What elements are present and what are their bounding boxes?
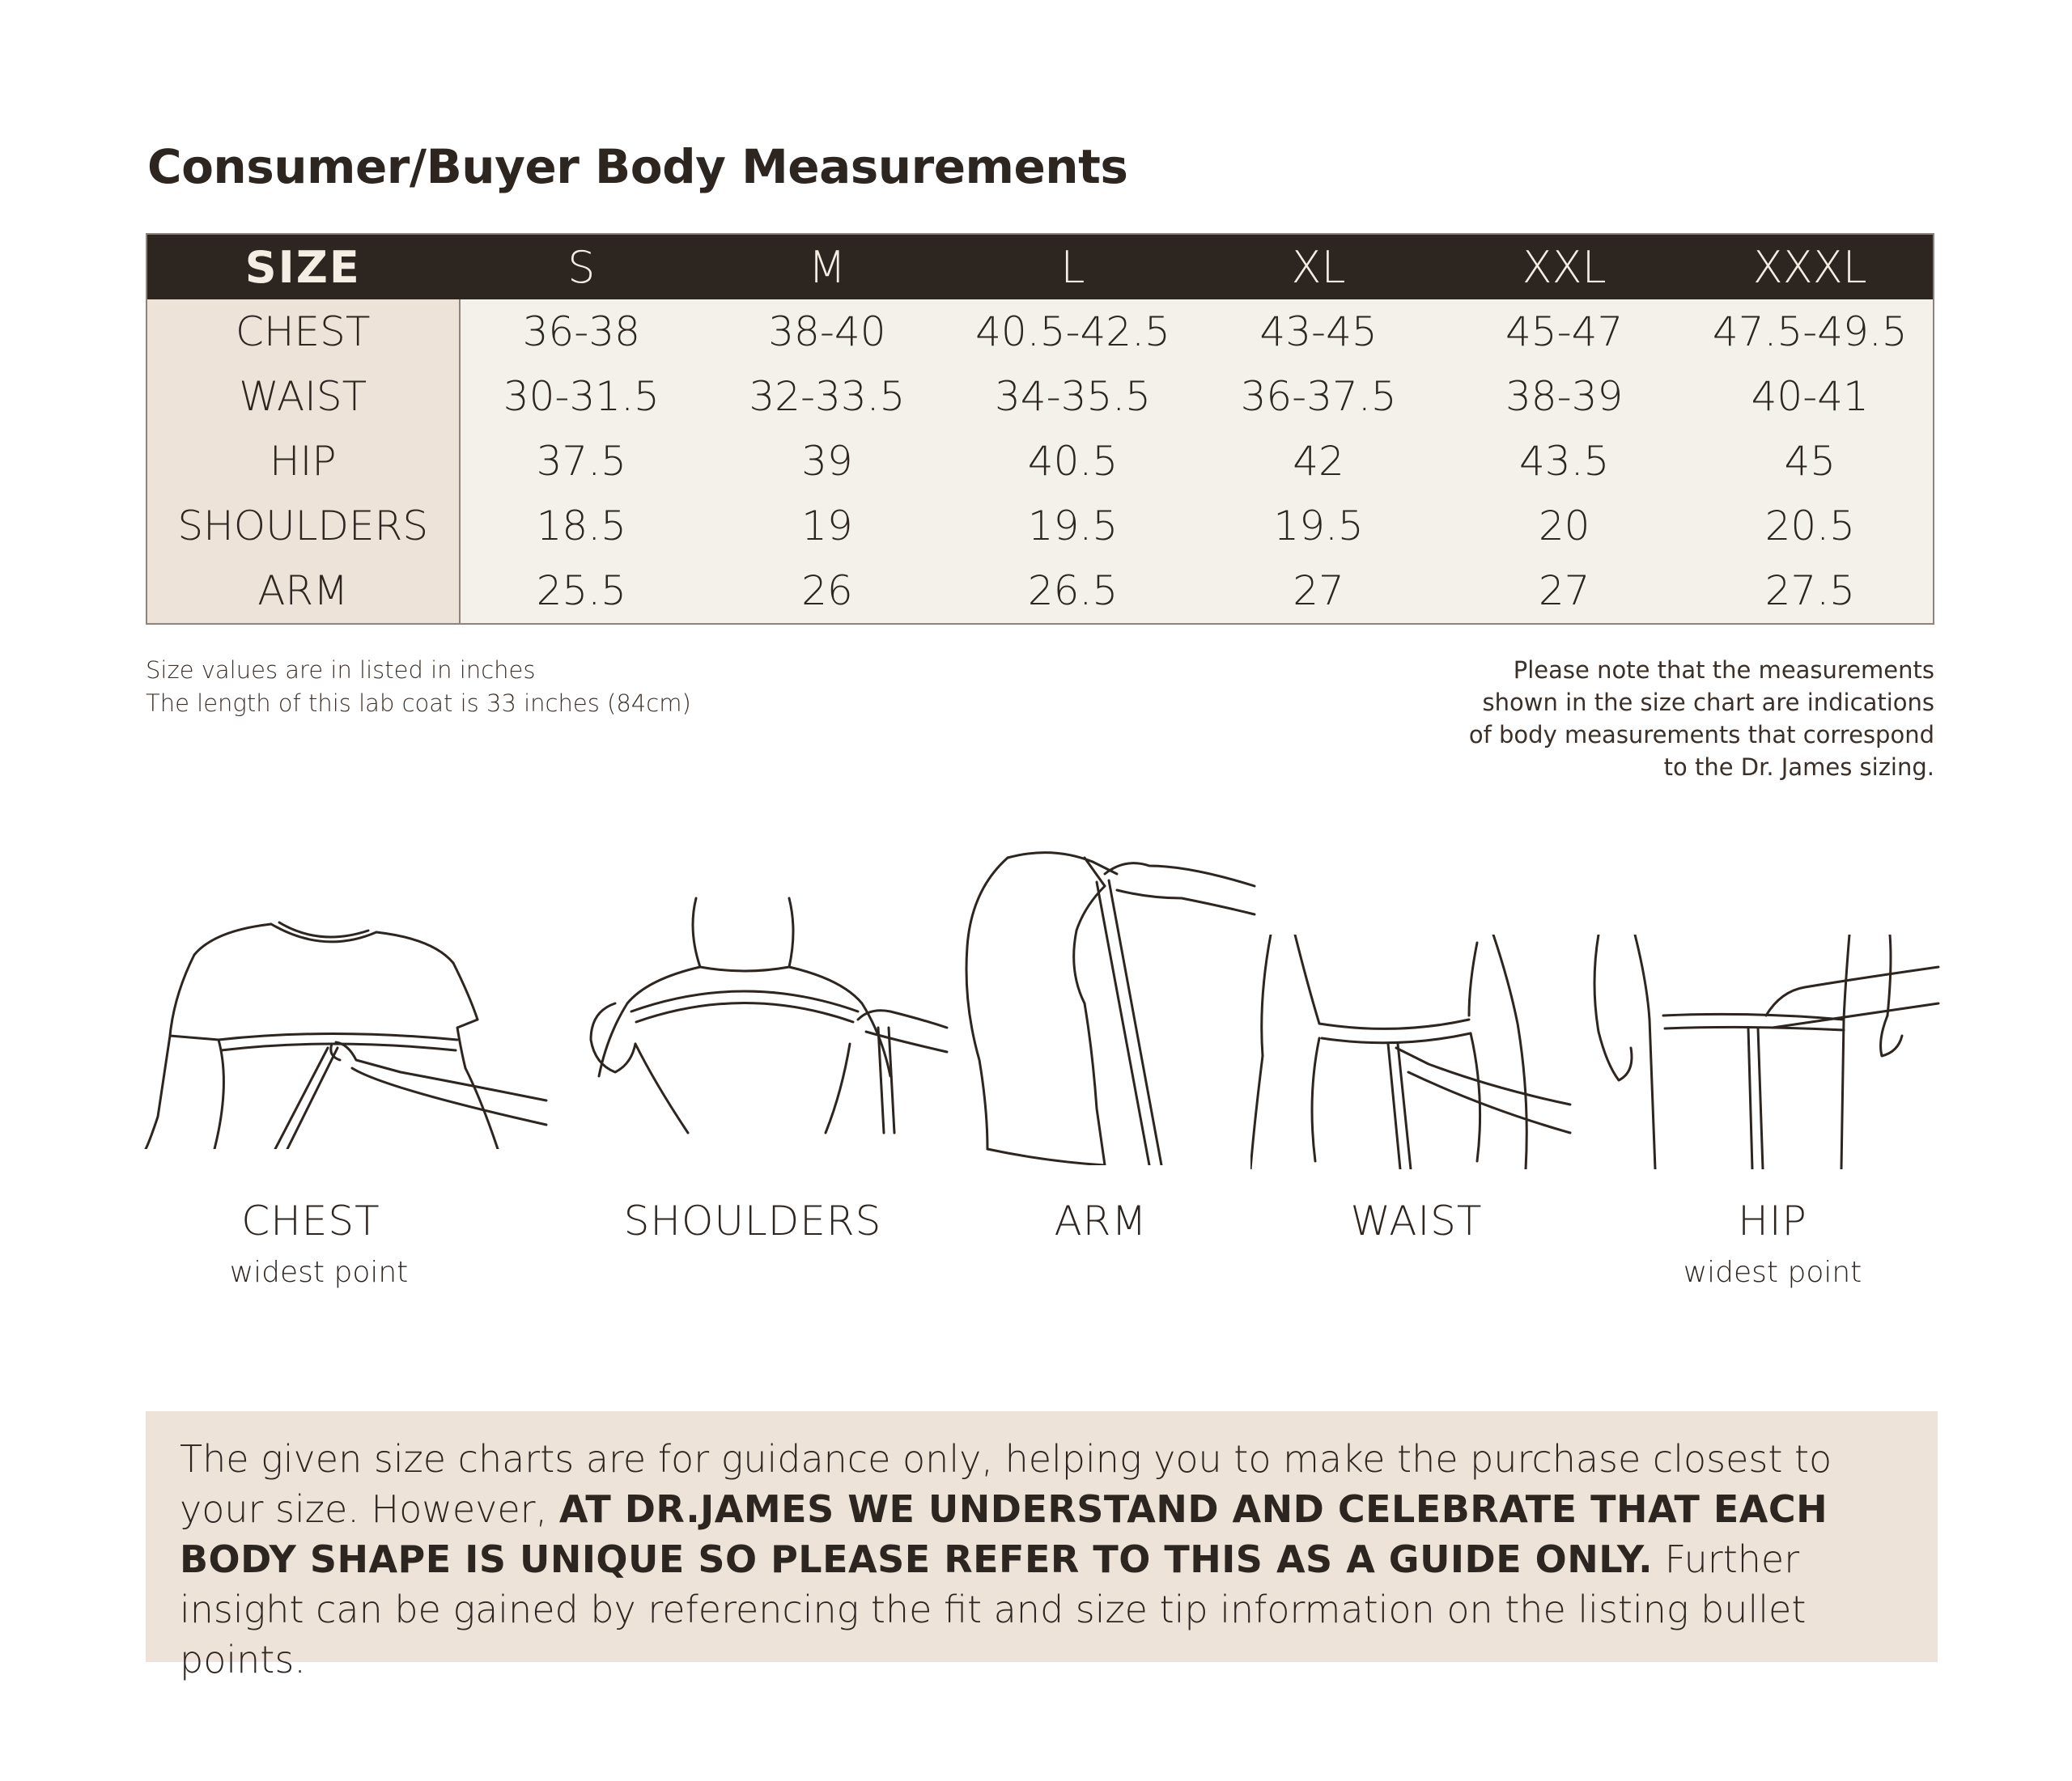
table-cell: 37.5	[536, 438, 626, 485]
table-row-shoulders	[147, 494, 1933, 558]
shoulders-measure-illustration	[583, 890, 955, 1149]
guidance-text	[180, 1434, 1904, 1685]
size-header-xxl: XXL	[1522, 241, 1607, 293]
size-header-m: M	[808, 241, 847, 293]
table-row-chest	[147, 299, 1933, 364]
note-line: Please note that the measurements	[1513, 656, 1934, 684]
table-row-arm	[147, 558, 1933, 623]
subcaption-hip: widest point	[1683, 1256, 1862, 1289]
caption-hip: HIP	[1738, 1198, 1807, 1245]
note-line: of body measurements that correspond	[1468, 721, 1934, 748]
size-chart-table	[146, 233, 1934, 625]
table-cell: 34-35.5	[994, 373, 1151, 420]
row-label: SHOULDERS	[177, 502, 429, 549]
sizing-disclaimer-note	[1368, 654, 1934, 783]
table-cell: 19.5	[1273, 502, 1364, 549]
guidance-emphasis: AT DR.JAMES WE UNDERSTAND AND CELEBRATE THAT EACH BODY SHAPE IS UNIQUE SO PLEASE REFER TO THIS AS A GUIDE ONLY.	[180, 1487, 1828, 1581]
row-label: ARM	[257, 567, 349, 614]
table-cell: 27	[1293, 567, 1344, 614]
table-cell: 45-47	[1505, 308, 1624, 355]
table-cell: 36-37.5	[1240, 373, 1397, 420]
hip-measure-illustration	[1586, 935, 1942, 1169]
table-cell: 26.5	[1027, 567, 1119, 614]
size-header-l: L	[1060, 241, 1085, 293]
table-cell: 42	[1293, 438, 1344, 485]
table-cell: 40-41	[1751, 373, 1869, 420]
table-cell: 47.5-49.5	[1712, 308, 1908, 355]
table-cell: 26	[801, 567, 853, 614]
size-header-xxxl: XXXL	[1752, 241, 1867, 293]
size-header-xl: XL	[1291, 241, 1346, 293]
sizing-guidance-box	[146, 1411, 1938, 1681]
row-label: CHEST	[236, 308, 371, 355]
row-label: HIP	[269, 438, 337, 485]
table-cell: 20	[1538, 502, 1590, 549]
table-cell: 40.5-42.5	[975, 308, 1170, 355]
table-cell: 39	[801, 438, 853, 485]
caption-shoulders: SHOULDERS	[623, 1198, 882, 1245]
size-header-s: S	[567, 241, 596, 293]
table-cell: 27.5	[1764, 567, 1855, 614]
page-title: Consumer/Buyer Body Measurements	[147, 139, 1128, 194]
table-cell: 40.5	[1027, 438, 1119, 485]
note-line: to the Dr. James sizing.	[1663, 753, 1934, 781]
table-cell: 20.5	[1764, 502, 1855, 549]
table-cell: 25.5	[536, 567, 626, 614]
table-cell: 18.5	[536, 502, 626, 549]
row-label: WAIST	[239, 373, 367, 420]
caption-arm: ARM	[1054, 1198, 1148, 1245]
table-cell: 30-31.5	[503, 373, 660, 420]
length-note-line: The length of this lab coat is 33 inches (84cm)	[146, 689, 691, 717]
subcaption-chest: widest point	[229, 1256, 409, 1289]
caption-waist: WAIST	[1350, 1198, 1483, 1245]
table-row-waist	[147, 364, 1933, 429]
table-cell: 43.5	[1518, 438, 1610, 485]
arm-measure-illustration	[963, 842, 1271, 1165]
units-note	[146, 654, 691, 720]
size-header-label: SIZE	[244, 241, 361, 293]
waist-measure-illustration	[1250, 935, 1574, 1169]
table-header-row	[147, 235, 1933, 299]
chest-measure-illustration	[142, 906, 563, 1149]
table-cell: 36-38	[522, 308, 640, 355]
table-cell: 32-33.5	[749, 373, 906, 420]
table-cell: 45	[1784, 438, 1836, 485]
table-row-hip	[147, 429, 1933, 494]
table-cell: 27	[1538, 567, 1590, 614]
table-cell: 19	[801, 502, 853, 549]
caption-chest: CHEST	[241, 1198, 380, 1245]
table-cell: 38-40	[768, 308, 886, 355]
note-line: shown in the size chart are indications	[1482, 689, 1934, 716]
table-cell: 43-45	[1259, 308, 1378, 355]
units-note-line: Size values are in listed in inches	[146, 656, 536, 684]
guidance-intro: The given size charts are for guidance only, helping you to make the purchase closest to your size. However,	[180, 1437, 1832, 1531]
guidance-outro: Further insight can be gained by referencing the fit and size tip information on the listing bullet points.	[180, 1537, 1807, 1681]
table-cell: 38-39	[1505, 373, 1624, 420]
table-cell: 19.5	[1027, 502, 1119, 549]
